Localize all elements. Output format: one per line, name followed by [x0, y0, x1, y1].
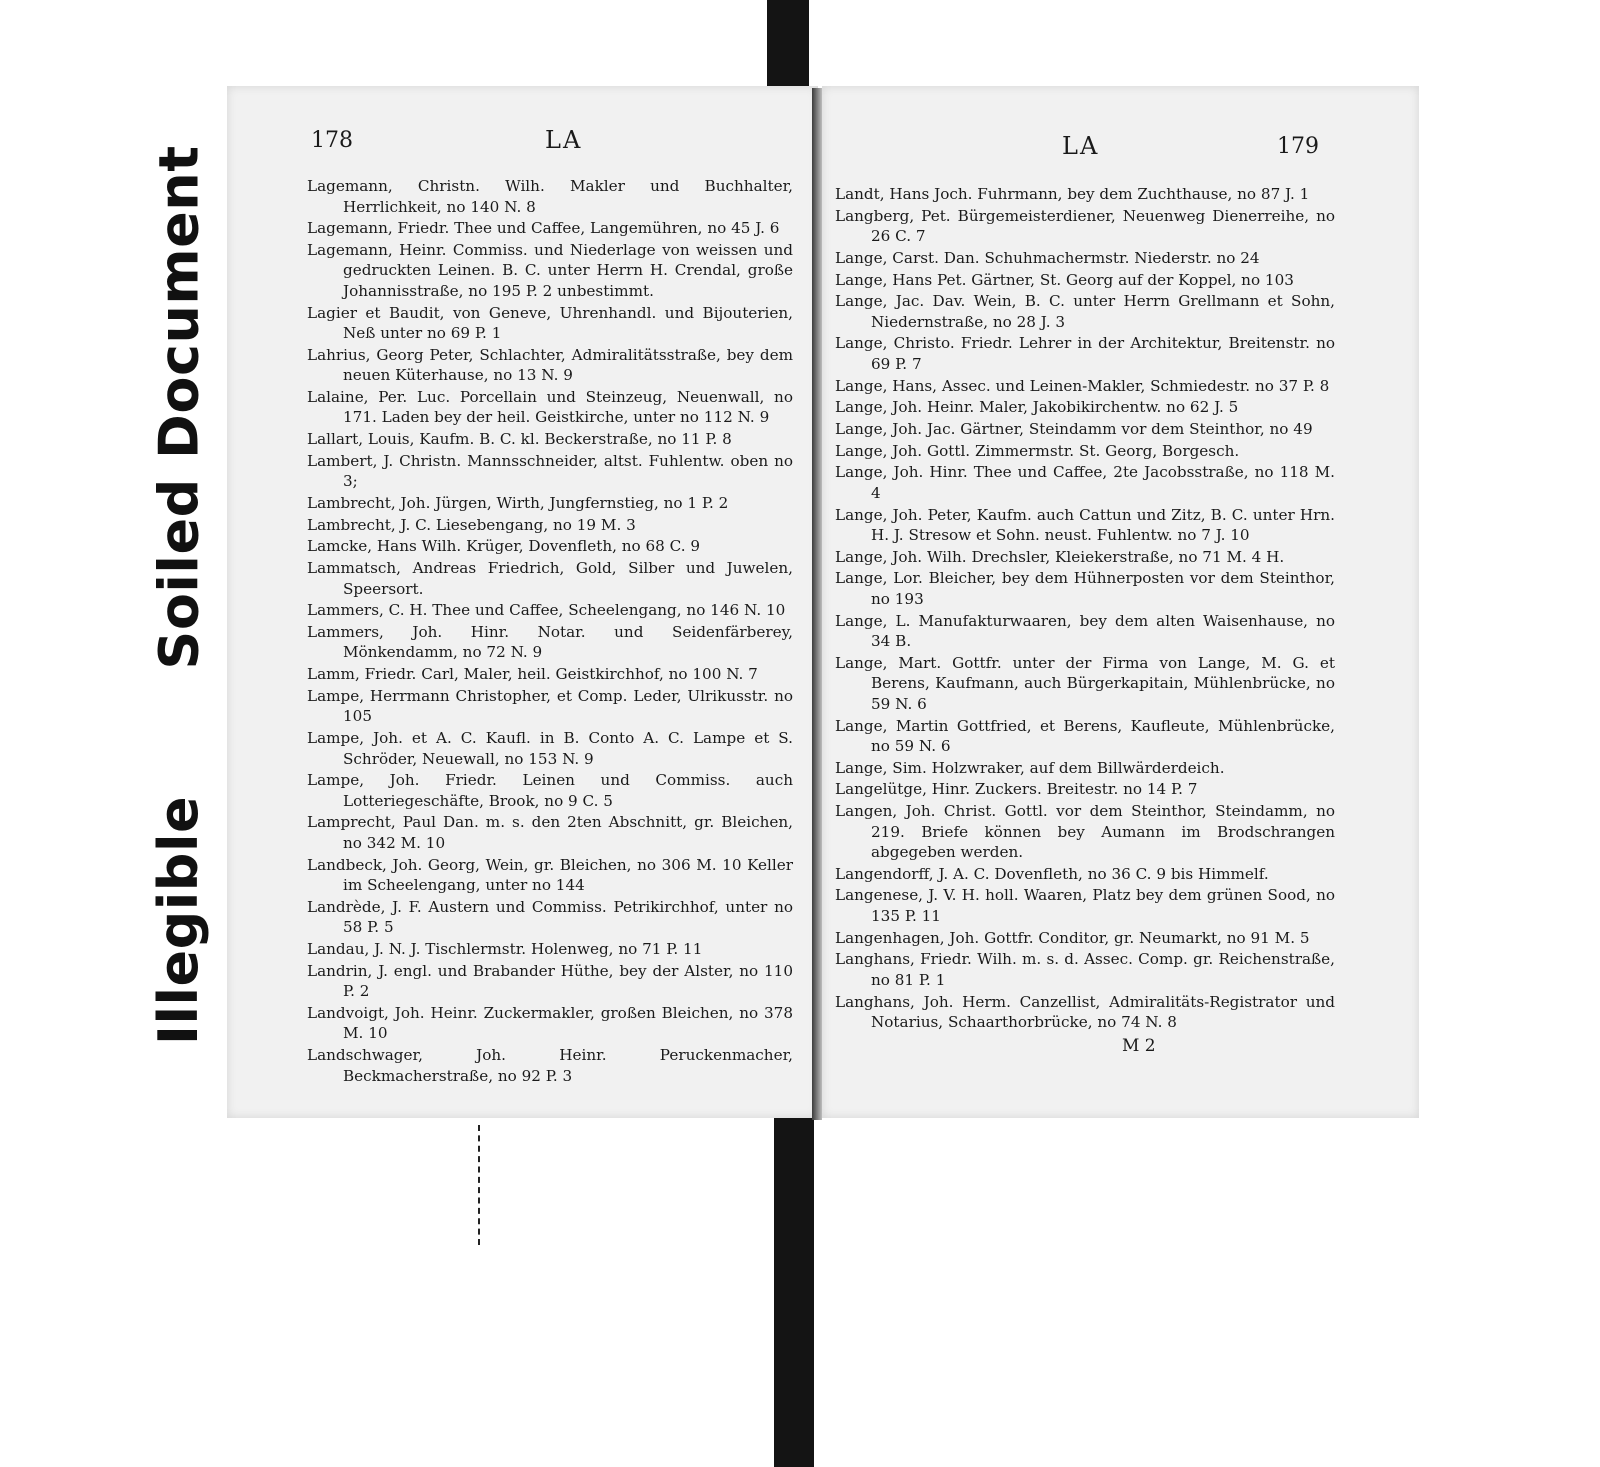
right-page — [822, 86, 1419, 1118]
directory-entry: Lange, Joh. Wilh. Drechsler, Kleiekerstraße, no 71 M. 4 H. — [835, 547, 1285, 566]
directory-entry: Lamm, Friedr. Carl, Maler, heil. Geistkirchhof, no 100 N. 7 — [307, 665, 758, 684]
directory-entry: Lange, Mart. Gottfr. unter der Firma von Lange, M. G. et Berens, Kaufmann, auch Bürgerkapitain, Mühlenbrücke, no 59 N. 6 — [835, 653, 1335, 713]
directory-entry: Lambrecht, Joh. Jürgen, Wirth, Jungfernstieg, no 1 P. 2 — [307, 494, 729, 512]
directory-entry: Langhans, Joh. Herm. Canzellist, Admiralitäts-Registrator und Notarius, Schaarthorbrücke, no 74 N. 8 — [835, 992, 1335, 1031]
directory-entry: Landschwager, Joh. Heinr. Peruckenmacher, Beckmacherstraße, no 92 P. 3 — [307, 1046, 793, 1085]
directory-entry: Lange, Hans, Assec. und Leinen-Makler, Schmiedestr. no 37 P. 8 — [835, 376, 1330, 395]
directory-entry: Lange, Christo. Friedr. Lehrer in der Architektur, Breitenstr. no 69 P. 7 — [835, 334, 1335, 373]
directory-entry: Lamcke, Hans Wilh. Krüger, Dovenfleth, no 68 C. 9 — [307, 537, 701, 556]
directory-entry: Lalaine, Per. Luc. Porcellain und Steinzeug, Neuenwall, no 171. Laden bey der heil. Geistkirche, unter no 112 N. 9 — [307, 387, 793, 427]
directory-entry: Langendorff, J. A. C. Dovenfleth, no 36 C. 9 bis Himmelf. — [835, 864, 1269, 883]
illegible-text: Illegible — [147, 795, 211, 1045]
directory-entry: Lagemann, Christn. Wilh. Makler und Buchhalter, Herrlichkeit, no 140 N. 8 — [307, 177, 793, 216]
directory-entry: Lange, Joh. Hinr. Thee und Caffee, 2te Jacobsstraße, no 118 M. 4 — [835, 463, 1335, 502]
page-number: 179 — [1277, 134, 1319, 159]
directory-entry: Lange, Jac. Dav. Wein, B. C. unter Herrn Grellmann et Sohn, Niedernstraße, no 28 J. 3 — [835, 292, 1335, 331]
directory-entry: Lagemann, Friedr. Thee und Caffee, Langemühren, no 45 J. 6 — [307, 219, 780, 238]
directory-entry: Lahrius, Georg Peter, Schlachter, Admiralitätsstraße, bey dem neuen Küterhause, no 13 N. 9 — [307, 345, 793, 385]
directory-entry: Lagier et Baudit, von Geneve, Uhrenhandl. und Bijouterien, Neß unter no 69 P. 1 — [307, 303, 793, 343]
directory-entry: Lammers, Joh. Hinr. Notar. und Seidenfärberey, Mönkendamm, no 72 N. 9 — [307, 622, 793, 662]
directory-entry: Langelütge, Hinr. Zuckers. Breitestr. no 14 P. 7 — [835, 780, 1198, 799]
page-number: 178 — [311, 128, 353, 153]
running-head: LA — [1062, 132, 1100, 160]
dashed-cut-line — [478, 1125, 480, 1245]
directory-entry: Langen, Joh. Christ. Gottl. vor dem Steinthor, Steindamm, no 219. Briefe können bey Aumann im Brodschrangen abgegeben werden. — [835, 802, 1335, 862]
directory-entry: Lallart, Louis, Kaufm. B. C. kl. Beckerstraße, no 11 P. 8 — [307, 430, 732, 449]
directory-entry: Lange, Joh. Jac. Gärtner, Steindamm vor dem Steinthor, no 49 — [835, 420, 1313, 438]
directory-entry: Landrin, J. engl. und Brabander Hüthe, bey der Alster, no 110 P. 2 — [307, 961, 793, 1001]
directory-entry: Langhans, Friedr. Wilh. m. s. d. Assec. Comp. gr. Reichenstraße, no 81 P. 1 — [835, 950, 1335, 989]
directory-entries — [307, 176, 793, 1087]
directory-entry: Lambrecht, J. C. Liesebengang, no 19 M. 3 — [307, 515, 636, 534]
directory-entry: Lange, Martin Gottfried, et Berens, Kaufleute, Mühlenbrücke, no 59 N. 6 — [835, 716, 1335, 755]
directory-entry: Lange, Joh. Heinr. Maler, Jakobikirchentw. no 62 J. 5 — [835, 398, 1239, 417]
directory-entry: Lange, Carst. Dan. Schuhmachermstr. Niederstr. no 24 — [835, 248, 1260, 267]
soiled-document-text: Soiled Document — [147, 144, 211, 670]
directory-entry: Landvoigt, Joh. Heinr. Zuckermakler, großen Bleichen, no 378 M. 10 — [307, 1003, 793, 1043]
directory-entry: Lampe, Herrmann Christopher, et Comp. Leder, Ulrikusstr. no 105 — [307, 686, 793, 726]
directory-entry: Lammers, C. H. Thee und Caffee, Scheelengang, no 146 N. 10 — [307, 601, 786, 620]
directory-entry: Landbeck, Joh. Georg, Wein, gr. Bleichen, no 306 M. 10 Keller im Scheelengang, unter no 144 — [307, 855, 793, 895]
directory-entry: Langenese, J. V. H. holl. Waaren, Platz bey dem grünen Sood, no 135 P. 11 — [835, 886, 1335, 925]
directory-entry: Lambert, J. Christn. Mannsschneider, altst. Fuhlentw. oben no 3; — [307, 451, 793, 491]
directory-entry: Langenhagen, Joh. Gottfr. Conditor, gr. Neumarkt, no 91 M. 5 — [835, 928, 1310, 947]
left-page — [227, 86, 818, 1118]
book-gutter — [812, 88, 822, 1120]
running-head: LA — [545, 126, 583, 154]
directory-entry: Landrède, J. F. Austern und Commiss. Petrikirchhof, unter no 58 P. 5 — [307, 897, 793, 937]
directory-entry: Lange, L. Manufakturwaaren, bey dem alten Waisenhause, no 34 B. — [835, 611, 1335, 651]
directory-entry: Lampe, Joh. et A. C. Kaufl. in B. Conto A. C. Lampe et S. Schröder, Neuewall, no 153 N. 9 — [307, 729, 793, 768]
directory-entry: Lange, Joh. Gottl. Zimmermstr. St. Georg, Borgesch. — [835, 441, 1240, 460]
directory-entry: Lampe, Joh. Friedr. Leinen und Commiss. auch Lotteriegeschäfte, Brook, no 9 C. 5 — [307, 771, 793, 810]
directory-entry: Langberg, Pet. Bürgemeisterdiener, Neuenweg Dienerreihe, no 26 C. 7 — [835, 206, 1335, 246]
directory-entry: Lagemann, Heinr. Commiss. und Niederlage von weissen und gedruckten Leinen. B. C. unter Herrn H. Crendal, große Johannisstraße, no 195 P. 2 unbestimmt. — [307, 240, 793, 300]
binding-strip-bottom — [774, 1118, 814, 1467]
signature-mark: M 2 — [1122, 1036, 1156, 1056]
directory-entry: Lange, Hans Pet. Gärtner, St. Georg auf der Koppel, no 103 — [835, 270, 1294, 289]
directory-entry: Landau, J. N. J. Tischlermstr. Holenweg, no 71 P. 11 — [307, 939, 703, 958]
illegible-label — [138, 735, 220, 1105]
directory-entry: Lange, Sim. Holzwraker, auf dem Billwärderdeich. — [835, 758, 1225, 777]
directory-entry: Landt, Hans Joch. Fuhrmann, bey dem Zuchthause, no 87 J. 1 — [835, 185, 1310, 203]
soiled-document-label — [138, 143, 220, 671]
binding-strip-top — [767, 0, 809, 95]
directory-entry: Lange, Lor. Bleicher, bey dem Hühnerposten vor dem Steinthor, no 193 — [835, 569, 1335, 608]
directory-entry: Lamprecht, Paul Dan. m. s. den 2ten Abschnitt, gr. Bleichen, no 342 M. 10 — [307, 813, 793, 852]
directory-entries — [835, 184, 1335, 1034]
directory-entry: Lammatsch, Andreas Friedrich, Gold, Silber und Juwelen, Speersort. — [307, 559, 793, 598]
directory-entry: Lange, Joh. Peter, Kaufm. auch Cattun und Zitz, B. C. unter Hrn. H. J. Stresow et Sohn. neust. Fuhlentw. no 7 J. 10 — [835, 505, 1335, 545]
